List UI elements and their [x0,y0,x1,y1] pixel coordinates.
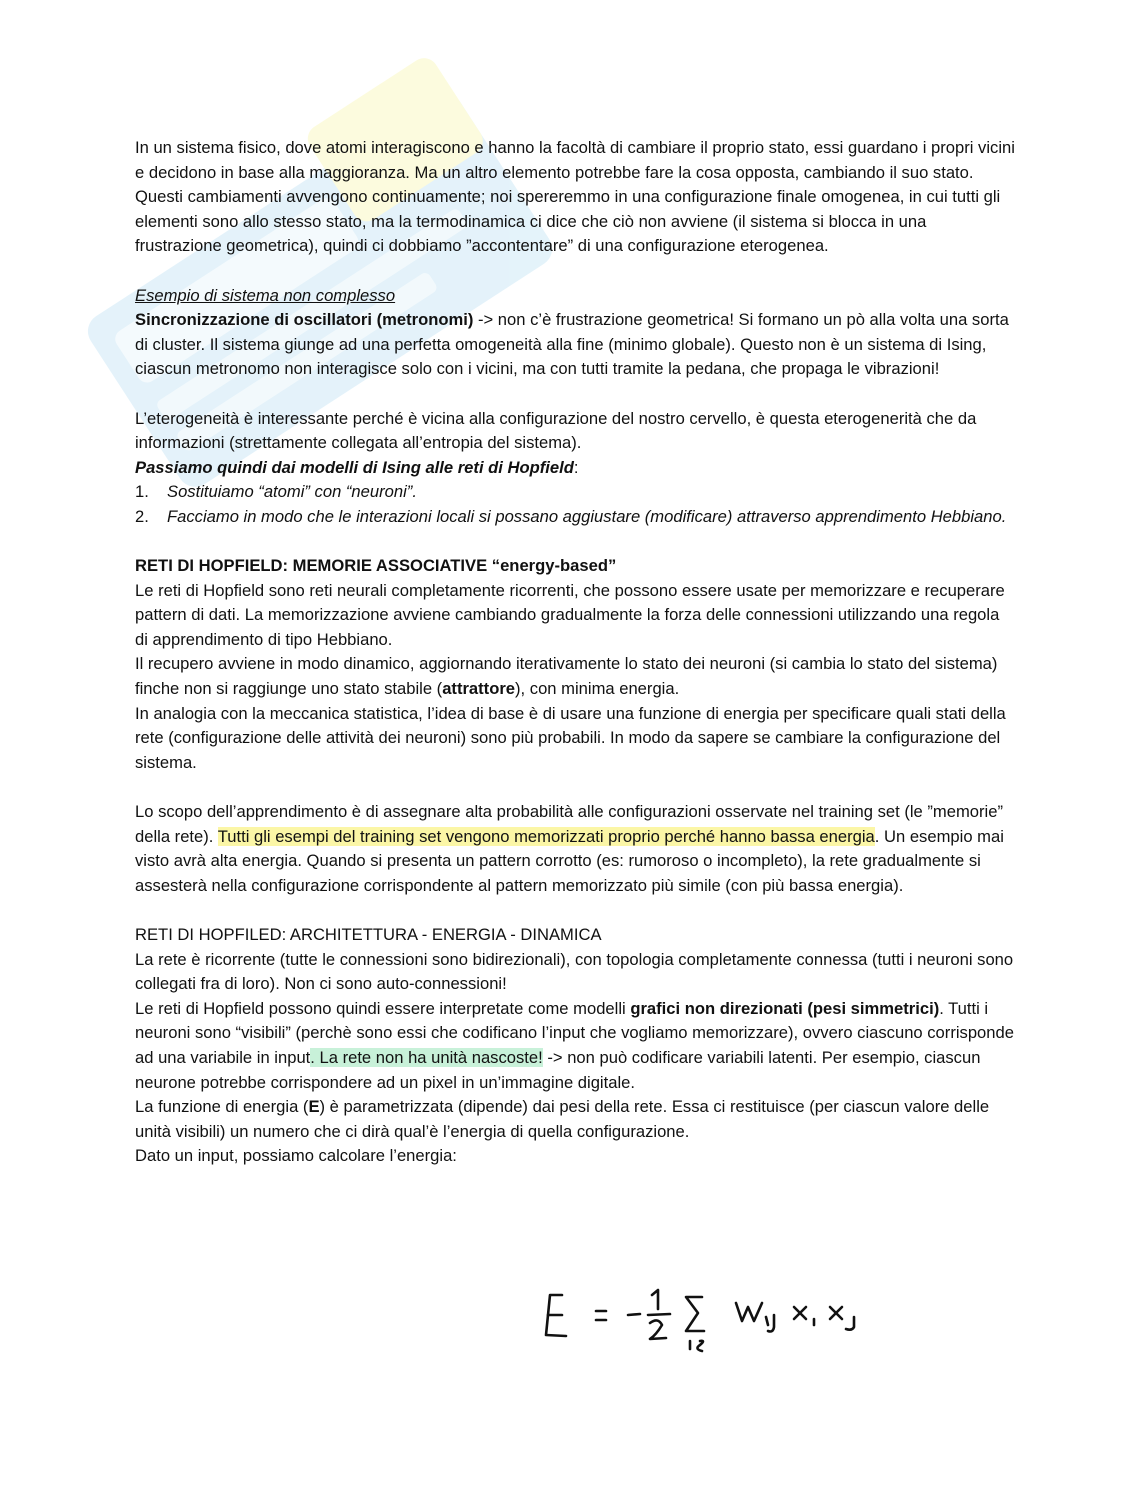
numbered-list [135,480,1015,529]
learning-text: Lo scopo dell’apprendimento è di assegnare alta probabilità alle configurazioni osservate nel training set (le ”memorie” della rete). [135,802,1003,846]
paragraph-energy-function [135,1095,1015,1144]
energy-symbol-bold: E [308,1097,320,1117]
attractor-bold: attrattore [442,679,516,699]
learning-text-end: . Un esempio mai visto avrà alta energia. Quando si presenta un pattern corrotto (es: rumoroso o incompleto), la rete gradualmente si assesterà nella configurazione corrispondente al pattern memorizzato più simile (con più bassa energia). [135,826,1004,895]
list-item [135,505,1015,530]
paragraph-learning-goal [135,800,1015,898]
retrieval-text-end: ), con minima energia. [515,679,680,699]
transition-line [135,456,1015,481]
section-title-architecture: RETI DI HOPFILED: ARCHITETTURA - ENERGIA - DINAMICA [135,925,602,944]
paragraph-synchronization [135,308,1015,382]
paragraph-graphical-models [135,997,1015,1095]
list-item [135,480,1015,505]
transition-bold: Passiamo quindi dai modelli di Ising alle reti di Hopfield [135,457,574,477]
energy-text-end: ) è parametrizzata (dipende) dai pesi della rete. Essa ci restituisce (per ciascun valore delle unità visibili) un numero che ci dirà qual’è l’energia di quella configurazione. [135,1097,990,1141]
paragraph-hopfield-intro: Le reti di Hopfield sono reti neurali completamente ricorrenti, che possono essere usate per memorizzare e recuperare pattern di dati. La memorizzazione avviene cambiando gradualmente la forza delle connessioni utilizzando una regola di apprendimento di tipo Hebbiano. [135,580,1005,649]
list-number: 2. [135,506,149,526]
paragraph-statistical-mechanics: In analogia con la meccanica statistica, l’idea di base è di usare una funzione di energia per specificare quali stati della rete (configurazione delle attività dei neuroni) sono più probabili. In modo da sapere se cambiare la configurazione del sistema. [135,703,1006,772]
paragraph-compute-energy: Dato un input, possiamo calcolare l’energia: [135,1146,457,1166]
paragraph-retrieval [135,652,1015,701]
highlight-no-hidden-units: . La rete non ha unità nascoste! [310,1047,543,1067]
paragraph-physical-system: In un sistema fisico, dove atomi interagiscono e hanno la facoltà di cambiare il proprio stato, essi guardano i propri vicini e decidono in base alla maggioranza. Ma un altro elemento potrebbe fare la cosa opposta, cambiando il suo stato. Questi cambiamenti avvengono continuamente; noi spereremmo in una configurazione finale omogenea, in cui tutti gli elementi sono allo stesso stato, ma la termodinamica ci dice che ciò non avviene (il sistema si blocca in una frustrazione geometrica), quindi ci dobbiamo ”accontentare” di una configurazione eterogenea. [135,138,1015,256]
section-title-associative-memories: RETI DI HOPFIELD: MEMORIE ASSOCIATIVE “energy-based” [135,556,617,576]
graphical-text-end: -> non può codificare variabili latenti. Per esempio, ciascun neurone potrebbe corrispondere ad un pixel in un’immagine digitale. [135,1047,981,1092]
graphical-text: Le reti di Hopfield possono quindi essere interpretate come modelli [135,998,631,1018]
sync-text: -> non c’è frustrazione geometrica! Si formano un pò alla volta una sorta di cluster. Il sistema giunge ad una perfetta omogeneità alla fine (minimo globale). Questo non è un sistema di Ising, ciascun metronomo non interagisce solo con i vicini, ma con tutti tramite la pedana, che propaga le vibrazioni! [135,310,1009,379]
sync-bold: Sincronizzazione di oscillatori (metronomi) [135,310,474,330]
handwritten-energy-formula [540,1285,870,1355]
document-body [135,136,1015,1169]
transition-colon: : [573,457,579,477]
graphical-text-mid: . Tutti i neuroni sono “visibili” (perchè sono essi che codificano l’input che vogliamo memorizzare), ovvero ciascuno corrisponde ad una variabile in input [135,998,1014,1067]
retrieval-text: Il recupero avviene in modo dinamico, aggiornando iterativamente lo stato dei neuroni (si cambia lo stato del sistema) finche non si raggiunge uno stato stabile ( [135,654,998,699]
example-heading: Esempio di sistema non complesso [135,285,396,305]
paragraph-recurrent-network: La rete è ricorrente (tutte le connessioni sono bidirezionali), con topologia completamente connessa (tutti i neuroni sono collegati fra di loro). Non ci sono auto-connessioni! [135,949,1014,994]
list-text: Facciamo in modo che le interazioni locali si possano aggiustare (modificare) attraverso apprendimento Hebbiano. [167,506,1007,526]
energy-text: La funzione di energia ( [135,1097,309,1117]
graphical-bold: grafici non direzionati (pesi simmetrici) [630,998,940,1018]
list-number: 1. [135,482,149,502]
highlight-low-energy: Tutti gli esempi del training set vengono memorizzati proprio perché hanno bassa energia [217,826,875,846]
paragraph-heterogeneity: L’eterogeneità è interessante perché è vicina alla configurazione del nostro cervello, è questa eterogenerità che da informazioni (strettamente collegata all’entropia del sistema). [135,408,977,453]
list-text: Sostituiamo “atomi” con “neuroni”. [167,482,417,502]
